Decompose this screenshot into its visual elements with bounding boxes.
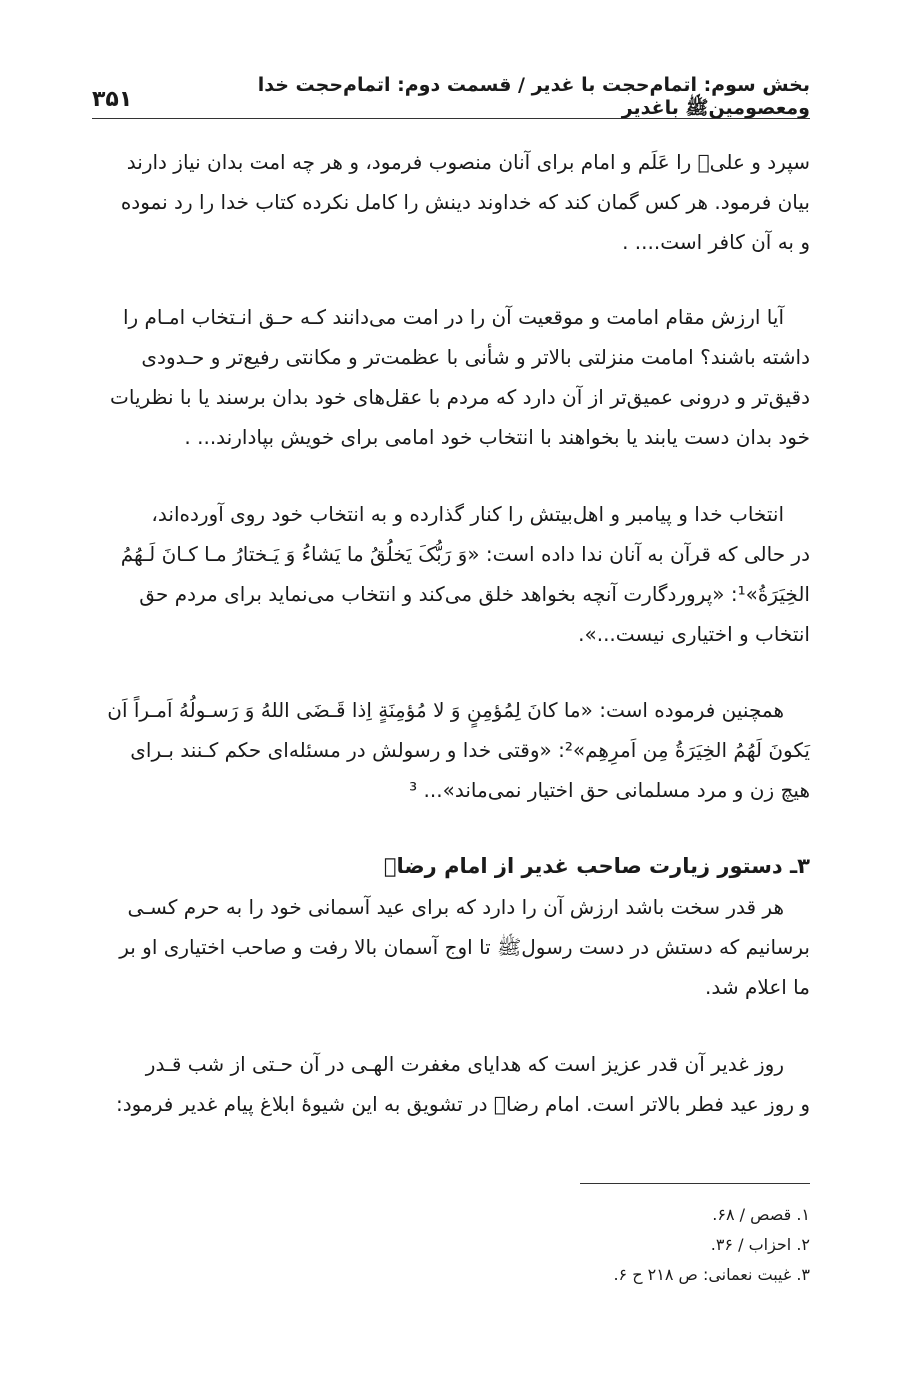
- paragraph-2: [92, 297, 810, 457]
- footnote: ۳. غیبت نعمانی: ص ۲۱۸ ح ۶.: [613, 1265, 810, 1284]
- text-line: و به آن کافر است.... .: [622, 230, 810, 254]
- text-line: خود بدان دست یابند یا بخواهند با انتخاب خود امامی برای خویش بپادارند... .: [184, 425, 810, 449]
- paragraph-6: [92, 1044, 810, 1124]
- running-header: [92, 74, 810, 124]
- text-line: در حالی که قرآن به آنان ندا داده است: «وَ رَبُّکَ یَخلُقُ ما یَشاءُ وَ یَـختارُ مـا کـانَ لَـهُمُ: [120, 542, 810, 566]
- header-title: بخش سوم: اتمام‌حجت با غدیر / قسمت دوم: اتمام‌حجت خدا ومعصومینﷺ باغدیر: [257, 74, 810, 119]
- page-number: ۳۵۱: [92, 86, 133, 112]
- footnote-divider: [580, 1183, 810, 1184]
- paragraph-4: [92, 690, 810, 810]
- paragraph-1: [92, 142, 810, 262]
- text-line: هر قدر سخت باشد ارزش آن را دارد که برای عید آسمانی خود را به حرم کسـی: [127, 895, 784, 919]
- text-line: یَکونَ لَهُمُ الخِیَرَةُ مِن اَمرِهِم»²: «وقتی خدا و رسولش در مسئله‌ای حکم کـنند بـرای: [130, 738, 810, 762]
- text-line: داشته باشند؟ امامت منزلتی بالاتر و شأنی با عظمت‌تر و مکانتی رفیع‌تر و حـدودی: [141, 345, 810, 369]
- footnotes: [92, 1200, 810, 1290]
- section-heading: ۳ـ دستور زیارت صاحب غدیر از امام رضاؑ: [383, 854, 810, 878]
- text-line: روز غدیر آن قدر عزیز است که هدایای مغفرت الهـی در آن حـتی از شب قـدر: [145, 1052, 784, 1076]
- text-line: و روز عید فطر بالاتر است. امام رضاؑ در تشویق به این شیوهٔ ابلاغ پیام غدیر فرمود:: [116, 1092, 810, 1116]
- paragraph-3: [92, 494, 810, 654]
- header-divider: [92, 118, 810, 119]
- footnote: ۱. قصص / ۶۸.: [712, 1205, 810, 1224]
- text-line: بیان فرمود. هر کس گمان کند که خداوند دینش را کامل نکرده کتاب خدا را رد نموده: [120, 190, 810, 214]
- text-line: برسانیم که دستش در دست رسولﷺ تا اوج آسمان بالا رفت و صاحب اختیاری او بر: [119, 935, 810, 959]
- paragraph-5: [92, 887, 810, 1007]
- text-line: الخِیَرَةُ»¹: «پروردگارت آنچه بخواهد خلق می‌کند و انتخاب می‌نماید برای مردم حق: [139, 582, 810, 606]
- text-line: همچنین فرموده است: «ما کانَ لِمُؤمِنٍ وَ لا مُؤمِنَةٍ اِذا قَـضَی اللهُ وَ رَسـولُهُ اَمـراً اَن: [107, 698, 784, 722]
- text-line: آیا ارزش مقام امامت و موقعیت آن را در امت می‌دانند کـه حـق انـتخاب امـام را: [122, 305, 784, 329]
- text-line: سپرد و علیؑ را عَلَم و امام برای آنان منصوب فرمود، و هر چه امت بدان نیاز دارند: [126, 150, 810, 174]
- text-line: دقیق‌تر و درونی عمیق‌تر از آن دارد که مردم با عقل‌های خود بدان برسند یا با نظریات: [110, 385, 810, 409]
- text-line: انتخاب خدا و پیامبر و اهل‌بیتش را کنار گذارده و به انتخاب خود روی آورده‌اند،: [151, 502, 784, 526]
- text-line: هیچ زن و مرد مسلمانی حق اختیار نمی‌ماند»... ³: [409, 778, 810, 802]
- text-line: انتخاب و اختیاری نیست...».: [578, 622, 810, 646]
- text-line: ما اعلام شد.: [705, 975, 810, 999]
- footnote: ۲. احزاب / ۳۶.: [710, 1235, 810, 1254]
